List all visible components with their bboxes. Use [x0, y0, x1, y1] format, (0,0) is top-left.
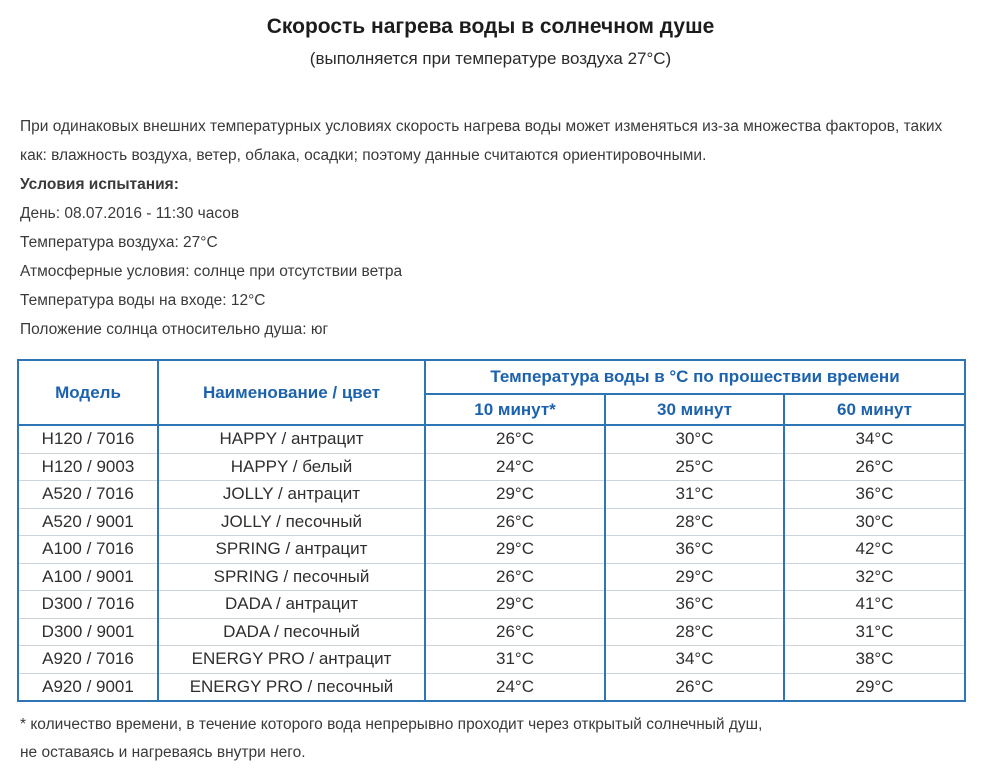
cell-temp-10: 26°С	[425, 618, 605, 646]
table-row	[18, 646, 965, 674]
condition-line: День: 08.07.2016 - 11:30 часов	[20, 205, 240, 222]
cell-temp-60: 42°С	[784, 536, 965, 564]
table-body	[18, 425, 965, 701]
cell-name: DADA / песочный	[158, 618, 425, 646]
cell-temp-10: 24°С	[425, 453, 605, 481]
cell-temp-60: 36°С	[784, 481, 965, 509]
cell-temp-30: 26°С	[605, 673, 784, 701]
cell-temp-10: 31°С	[425, 646, 605, 674]
cell-temp-30: 30°С	[605, 425, 784, 453]
cell-model: H120 / 9003	[18, 453, 158, 481]
cell-model: H120 / 7016	[18, 425, 158, 453]
table-row	[18, 481, 965, 509]
column-header-60min: 60 минут	[784, 394, 965, 425]
footnote-line: не оставаясь и нагреваясь внутри него.	[20, 744, 306, 761]
column-header-name: Наименование / цвет	[158, 360, 425, 425]
cell-temp-10: 24°С	[425, 673, 605, 701]
cell-temp-30: 25°С	[605, 453, 784, 481]
intro-section	[20, 112, 961, 344]
cell-model: D300 / 7016	[18, 591, 158, 619]
cell-temp-10: 29°С	[425, 536, 605, 564]
cell-name: SPRING / песочный	[158, 563, 425, 591]
cell-temp-30: 28°С	[605, 618, 784, 646]
table-row	[18, 425, 965, 453]
cell-temp-60: 34°С	[784, 425, 965, 453]
temperature-table	[17, 359, 966, 702]
footnote	[20, 711, 961, 767]
cell-temp-10: 29°С	[425, 481, 605, 509]
column-header-model: Модель	[18, 360, 158, 425]
cell-temp-10: 26°С	[425, 563, 605, 591]
cell-temp-30: 36°С	[605, 591, 784, 619]
cell-model: A920 / 7016	[18, 646, 158, 674]
conditions-heading: Условия испытания:	[20, 176, 179, 193]
cell-name: HAPPY / белый	[158, 453, 425, 481]
cell-temp-60: 30°С	[784, 508, 965, 536]
table-row	[18, 563, 965, 591]
cell-temp-30: 28°С	[605, 508, 784, 536]
cell-temp-60: 41°С	[784, 591, 965, 619]
cell-temp-10: 26°С	[425, 425, 605, 453]
cell-name: HAPPY / антрацит	[158, 425, 425, 453]
cell-name: ENERGY PRO / песочный	[158, 673, 425, 701]
cell-temp-60: 26°С	[784, 453, 965, 481]
intro-paragraph: При одинаковых внешних температурных условиях скорость нагрева воды может изменяться из-за множества факторов, таких как: влажность воздуха, ветер, облака, осадки; поэтому данные считаются ориентировочными.	[20, 118, 943, 164]
condition-line: Положение солнца относительно душа: юг	[20, 321, 329, 338]
cell-model: A100 / 7016	[18, 536, 158, 564]
cell-temp-30: 29°С	[605, 563, 784, 591]
condition-line: Атмосферные условия: солнце при отсутствии ветра	[20, 263, 403, 280]
table-row	[18, 591, 965, 619]
cell-name: DADA / антрацит	[158, 591, 425, 619]
cell-temp-60: 29°С	[784, 673, 965, 701]
cell-temp-60: 32°С	[784, 563, 965, 591]
cell-model: A100 / 9001	[18, 563, 158, 591]
cell-temp-30: 36°С	[605, 536, 784, 564]
condition-line: Температура воды на входе: 12°С	[20, 292, 266, 309]
page-title: Скорость нагрева воды в солнечном душе	[266, 15, 715, 38]
cell-temp-30: 31°С	[605, 481, 784, 509]
cell-name: SPRING / антрацит	[158, 536, 425, 564]
cell-temp-60: 31°С	[784, 618, 965, 646]
column-header-temp-group: Температура воды в °С по прошествии времени	[425, 360, 965, 394]
cell-model: A920 / 9001	[18, 673, 158, 701]
table-header	[18, 360, 965, 425]
table-row	[18, 618, 965, 646]
cell-model: A520 / 9001	[18, 508, 158, 536]
table-row	[18, 453, 965, 481]
column-header-10min: 10 минут*	[425, 394, 605, 425]
cell-name: JOLLY / песочный	[158, 508, 425, 536]
table-row	[18, 508, 965, 536]
table-row	[18, 673, 965, 701]
cell-temp-30: 34°С	[605, 646, 784, 674]
cell-name: ENERGY PRO / антрацит	[158, 646, 425, 674]
table-row	[18, 536, 965, 564]
footnote-line: * количество времени, в течение которого вода непрерывно проходит через открытый солнечный душ,	[20, 716, 763, 733]
cell-name: JOLLY / антрацит	[158, 481, 425, 509]
cell-temp-60: 38°С	[784, 646, 965, 674]
cell-temp-10: 29°С	[425, 591, 605, 619]
page-subtitle: (выполняется при температуре воздуха 27°С)	[309, 49, 672, 68]
cell-temp-10: 26°С	[425, 508, 605, 536]
cell-model: D300 / 9001	[18, 618, 158, 646]
cell-model: A520 / 7016	[18, 481, 158, 509]
condition-line: Температура воздуха: 27°С	[20, 234, 218, 251]
column-header-30min: 30 минут	[605, 394, 784, 425]
